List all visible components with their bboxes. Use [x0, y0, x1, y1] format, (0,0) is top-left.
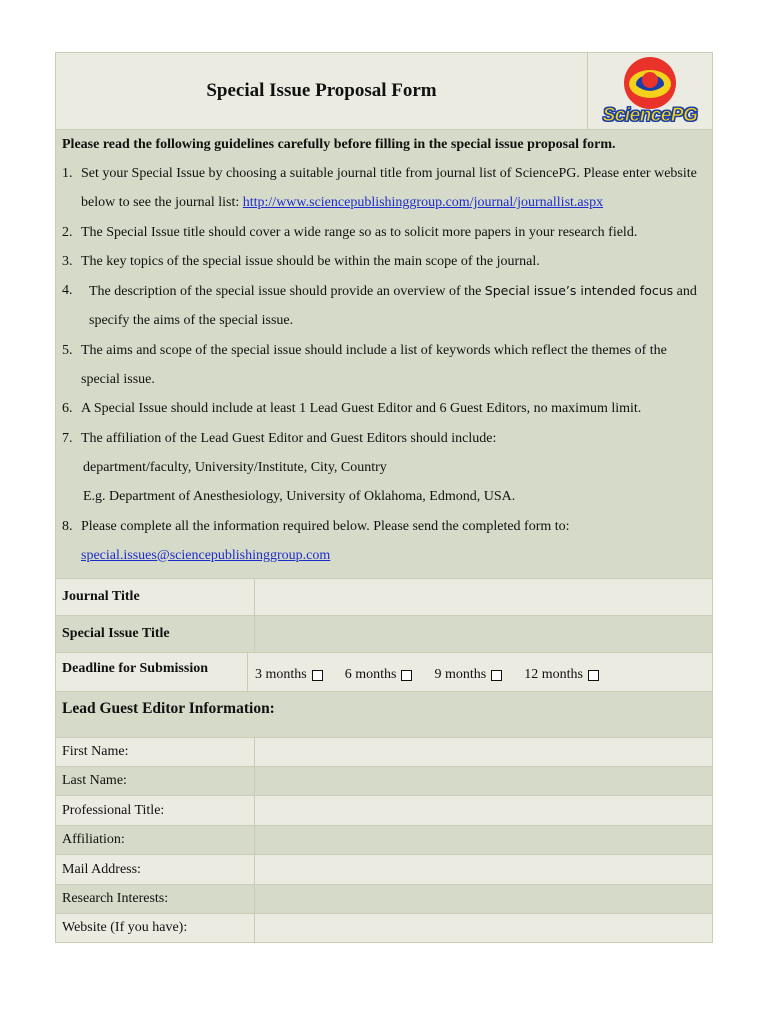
editor-row-website — [56, 914, 712, 942]
guidelines-intro: Please read the following guidelines carefully before filling in the special issue proposal form. — [62, 137, 616, 152]
deadline-option-label: 9 months — [434, 667, 487, 683]
guideline-item-3 — [62, 247, 706, 276]
professional-title-label: Professional Title: — [56, 796, 255, 825]
guideline-number: 1. — [62, 166, 73, 181]
website-input[interactable] — [255, 914, 712, 942]
guideline-number: 5. — [62, 342, 73, 358]
deadline-option-label: 3 months — [255, 667, 307, 683]
deadline-options — [248, 653, 712, 691]
editor-row-research-interests — [56, 885, 712, 914]
journal-title-label: Journal Title — [56, 579, 255, 615]
guideline-item-8 — [62, 512, 706, 541]
mail-address-input[interactable] — [255, 855, 712, 884]
guideline-text: specify the aims of the special issue. — [89, 313, 294, 329]
deadline-row — [56, 653, 712, 692]
deadline-option-3-months[interactable] — [255, 667, 323, 683]
guideline-text: E.g. Department of Anesthesiology, University of Oklahoma, Edmond, USA. — [83, 489, 516, 505]
guideline-8-continuation — [62, 541, 706, 570]
guideline-text: The aims and scope of the special issue should include a list of keywords which reflect the themes of the — [81, 342, 667, 358]
guideline-text — [89, 276, 706, 306]
deadline-label: Deadline for Submission — [56, 653, 248, 691]
title-cell — [56, 53, 588, 129]
research-interests-label: Research Interests: — [56, 885, 255, 913]
guideline-text: below to see the journal list: — [81, 195, 243, 211]
guideline-text: Please complete all the information required below. Please send the completed form to: — [81, 518, 570, 534]
editor-row-first-name — [56, 738, 712, 767]
guideline-text: The affiliation of the Lead Guest Editor and Guest Editors should include: — [81, 430, 497, 446]
editor-row-last-name — [56, 767, 712, 796]
guideline-number: 2. — [62, 224, 73, 240]
guideline-text: special issue. — [81, 372, 155, 388]
guideline-text-part: and — [673, 284, 697, 300]
deadline-option-12-months[interactable] — [524, 667, 599, 683]
last-name-label: Last Name: — [56, 767, 255, 795]
guideline-item-6 — [62, 394, 706, 423]
guideline-number: 8. — [62, 518, 73, 534]
guideline-number: 3. — [62, 253, 73, 269]
guideline-text-part: The description of the special issue should provide an overview of the — [89, 284, 485, 300]
guidelines-section — [56, 130, 712, 579]
guideline-1-continuation — [62, 188, 706, 217]
checkbox-6-months[interactable] — [401, 670, 412, 681]
editor-row-mail-address — [56, 855, 712, 885]
checkbox-3-months[interactable] — [312, 670, 323, 681]
affiliation-label: Affiliation: — [56, 826, 255, 854]
checkbox-9-months[interactable] — [491, 670, 502, 681]
editor-row-professional-title — [56, 796, 712, 826]
guideline-text: The Special Issue title should cover a wide range so as to solicit more papers in your research field. — [81, 224, 638, 240]
guideline-number: 4. — [62, 283, 73, 299]
sciencepg-logo — [588, 53, 712, 129]
guideline-text: department/faculty, University/Institute, City, Country — [83, 459, 387, 475]
guideline-number: 6. — [62, 401, 73, 417]
research-interests-input[interactable] — [255, 885, 712, 913]
professional-title-input[interactable] — [255, 796, 712, 825]
proposal-form — [55, 52, 713, 943]
journal-title-row — [56, 579, 712, 616]
journal-title-input[interactable] — [255, 579, 712, 615]
special-issue-title-label: Special Issue Title — [56, 616, 255, 652]
last-name-input[interactable] — [255, 767, 712, 795]
deadline-option-9-months[interactable] — [434, 667, 502, 683]
guideline-item-5 — [62, 336, 706, 365]
logo-wordmark: SciencePG — [602, 105, 698, 126]
guideline-text: Set your Special Issue by choosing a suitable journal title from journal list of SciencePG. Please enter website — [81, 166, 697, 181]
mail-address-label: Mail Address: — [56, 855, 255, 884]
special-issue-title-row — [56, 616, 712, 653]
special-issue-title-input[interactable] — [255, 616, 712, 652]
first-name-input[interactable] — [255, 738, 712, 766]
guideline-item-1 — [62, 159, 706, 188]
guideline-text: The key topics of the special issue should be within the main scope of the journal. — [81, 253, 540, 269]
guideline-item-2 — [62, 218, 706, 247]
deadline-option-6-months[interactable] — [345, 667, 413, 683]
lead-guest-editor-heading: Lead Guest Editor Information: — [56, 692, 712, 738]
website-label: Website (If you have): — [56, 914, 255, 942]
guideline-text: A Special Issue should include at least 1 Lead Guest Editor and 6 Guest Editors, no maximum limit. — [81, 401, 642, 417]
submission-email-link[interactable]: special.issues@sciencepublishinggroup.com — [81, 547, 331, 563]
form-title: Special Issue Proposal Form — [206, 80, 437, 101]
deadline-option-label: 12 months — [524, 667, 583, 683]
journal-list-link[interactable]: http://www.sciencepublishinggroup.com/journal/journallist.aspx — [242, 195, 604, 211]
guideline-text-part: Special issue’s intended focus — [484, 283, 674, 299]
checkbox-12-months[interactable] — [588, 670, 599, 681]
affiliation-input[interactable] — [255, 826, 712, 854]
form-header — [56, 53, 712, 130]
deadline-option-label: 6 months — [344, 667, 397, 683]
guideline-number: 7. — [62, 430, 73, 446]
first-name-label: First Name: — [56, 738, 255, 766]
guideline-item-4 — [62, 276, 706, 306]
guideline-item-7 — [62, 424, 706, 453]
editor-row-affiliation — [56, 826, 712, 855]
